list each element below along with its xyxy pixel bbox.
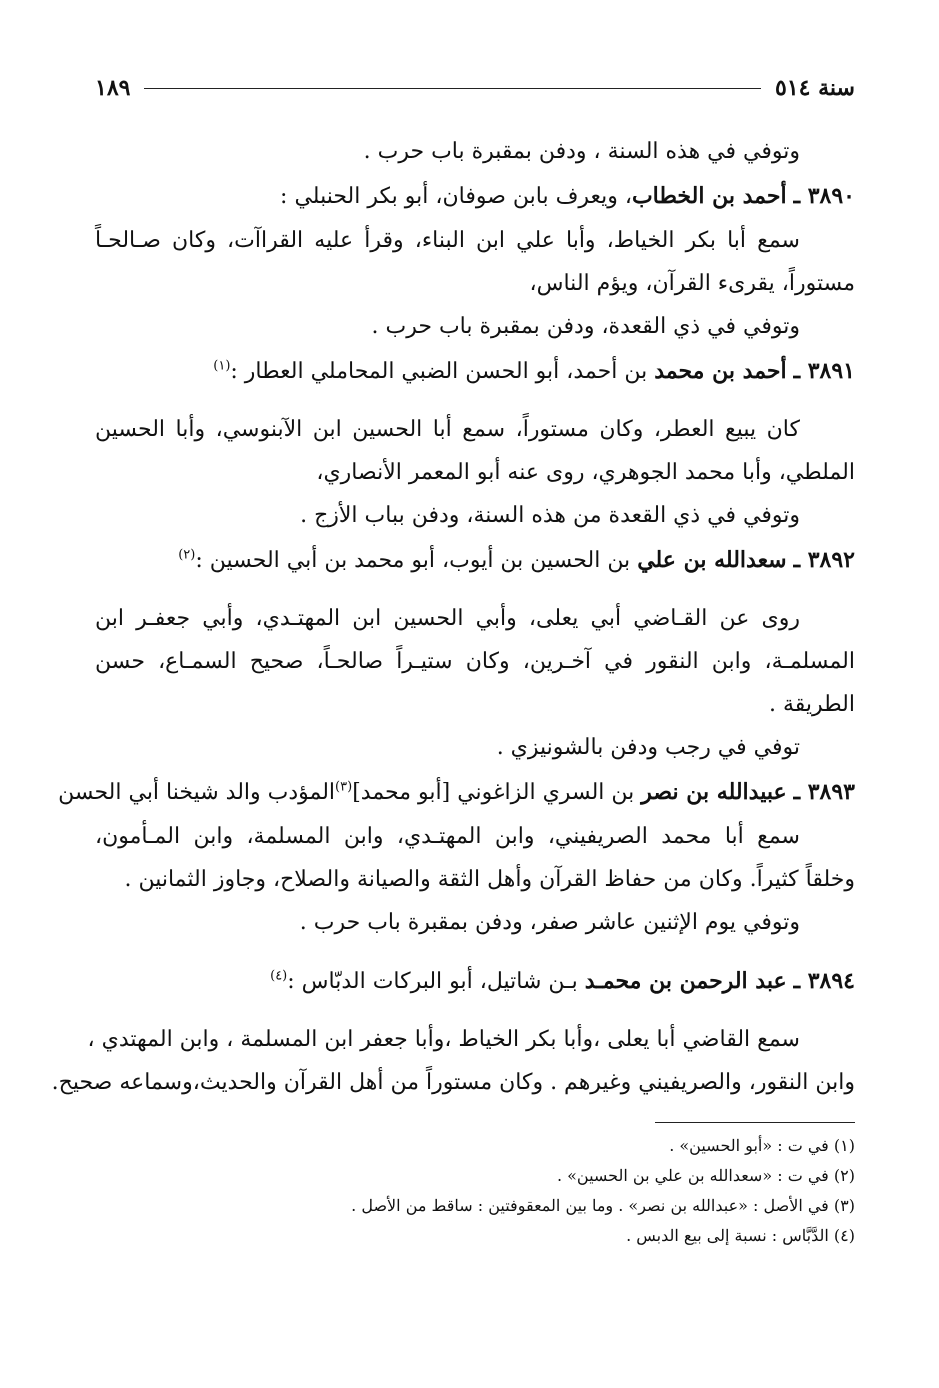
- text-line: وتوفي في ذي القعدة، ودفن بمقبرة باب حرب .: [371, 314, 800, 339]
- entry-number: ٣٨٩٢ ـ: [793, 547, 855, 573]
- entry-name: عبيدالله بن نصر: [641, 779, 787, 805]
- text-line: روى عن القـاضي أبي يعلى، وأبي الحسين ابن المهتـدي، وأبي جعفـر ابن: [95, 606, 800, 631]
- text-line: وابن النقور، والصريفيني وغيرهم . وكان مستوراً من أهل القرآن والحديث،وسماعه صحيح.: [51, 1070, 855, 1095]
- footnote: (١) في ت : «أبو الحسين» .: [669, 1136, 855, 1155]
- intro-line: وتوفي في هذه السنة ، ودفن بمقبرة باب حرب .: [363, 139, 800, 164]
- footnote-ref: (٢): [178, 547, 196, 563]
- entry-heading: [95, 173, 855, 219]
- page-header: [95, 68, 855, 108]
- page-number: ١٨٩: [95, 75, 131, 101]
- text-line: سمع القاضي أبا يعلى ،وأبا بكر الخياط ،وأبا جعفر ابن المسلمة ، وابن المهتدي ،: [87, 1027, 800, 1052]
- footnote-ref: (٤): [270, 968, 288, 984]
- entry-name: سعدالله بن علي: [637, 547, 787, 573]
- entry-heading: [95, 537, 855, 583]
- entry-name: أحمد بن الخطاب: [631, 183, 787, 209]
- entry-number: ٣٨٩٣ ـ: [793, 779, 855, 805]
- text-line: مستوراً، يقرىء القرآن، ويؤم الناس،: [529, 271, 855, 296]
- entry-name: أحمد بن محمد: [654, 358, 787, 384]
- text-line: وتوفي يوم الإثنين عاشر صفر، ودفن بمقبرة باب حرب .: [299, 910, 800, 935]
- entry-number: ٣٨٩١ ـ: [793, 358, 855, 384]
- entry-heading-rest: بن السري الزاغوني [أبو محمد]: [352, 780, 642, 805]
- entry-heading: [95, 958, 855, 1004]
- entry-heading-rest: بن الحسين بن أيوب، أبو محمد بن أبي الحسين :: [195, 548, 638, 573]
- footnote-separator: [655, 1122, 855, 1123]
- text-line: الطريقة .: [768, 692, 855, 717]
- entry-number: ٣٨٩٤ ـ: [793, 968, 855, 994]
- text-line: وتوفي في ذي القعدة من هذه السنة، ودفن بباب الأزج .: [300, 503, 800, 528]
- footnote: (٣) في الأصل : «عبدالله بن نصر» . وما بين المعقوفتين : ساقط من الأصل .: [351, 1196, 855, 1215]
- entry-heading-rest: بـن شاتيل، أبو البركات الدبّاس :: [287, 969, 585, 994]
- text-line: المسلمـة، وابن النقور في آخـرين، وكان ستيـراً صالحـاً، صحيح السمـاع، حسن: [95, 649, 855, 674]
- header-year: سنة ٥١٤: [775, 75, 855, 101]
- footnote: (٤) الدَّبَّاس : نسبة إلى بيع الدبس .: [626, 1226, 855, 1245]
- page-body: [51, 130, 855, 1251]
- header-rule: [144, 88, 761, 89]
- entry-heading-rest: المؤدب والد شيخنا أبي الحسن: [58, 780, 336, 805]
- footnote-ref: (٣): [335, 779, 353, 795]
- text-line: كان يبيع العطر، وكان مستوراً، سمع أبا الحسين ابن الآبنوسي، وأبا الحسين: [95, 417, 800, 442]
- text-line: وخلقاً كثيراً. وكان من حفاظ القرآن وأهل الثقة والصيانة والصلاح، وجاوز الثمانين .: [124, 867, 855, 892]
- entry-heading: [58, 769, 855, 815]
- entry-heading: [95, 348, 855, 394]
- entry-number: ٣٨٩٠ ـ: [793, 183, 855, 209]
- text-line: الملطي، وأبا محمد الجوهري، روى عنه أبو المعمر الأنصاري،: [316, 460, 855, 485]
- entry-heading-rest: بن أحمد، أبو الحسن الضبي المحاملي العطار :: [230, 359, 655, 384]
- footnote-ref: (١): [213, 358, 231, 374]
- entry-heading-rest: ، ويعرف بابن صوفان، أبو بكر الحنبلي :: [280, 184, 632, 209]
- text-line: توفي في رجب ودفن بالشونيزي .: [496, 735, 800, 760]
- text-line: سمع أبا بكر الخياط، وأبا علي ابن البناء، وقرأ عليه القراآت، وكان صـالحـاً: [95, 228, 800, 253]
- footnote: (٢) في ت : «سعدالله بن علي بن الحسين» .: [556, 1166, 855, 1185]
- text-line: سمع أبا محمد الصريفيني، وابن المهتـدي، وابن المسلمة، وابن المـأمون،: [95, 824, 800, 849]
- entry-name: عبد الرحمن بن محمـد: [584, 968, 787, 994]
